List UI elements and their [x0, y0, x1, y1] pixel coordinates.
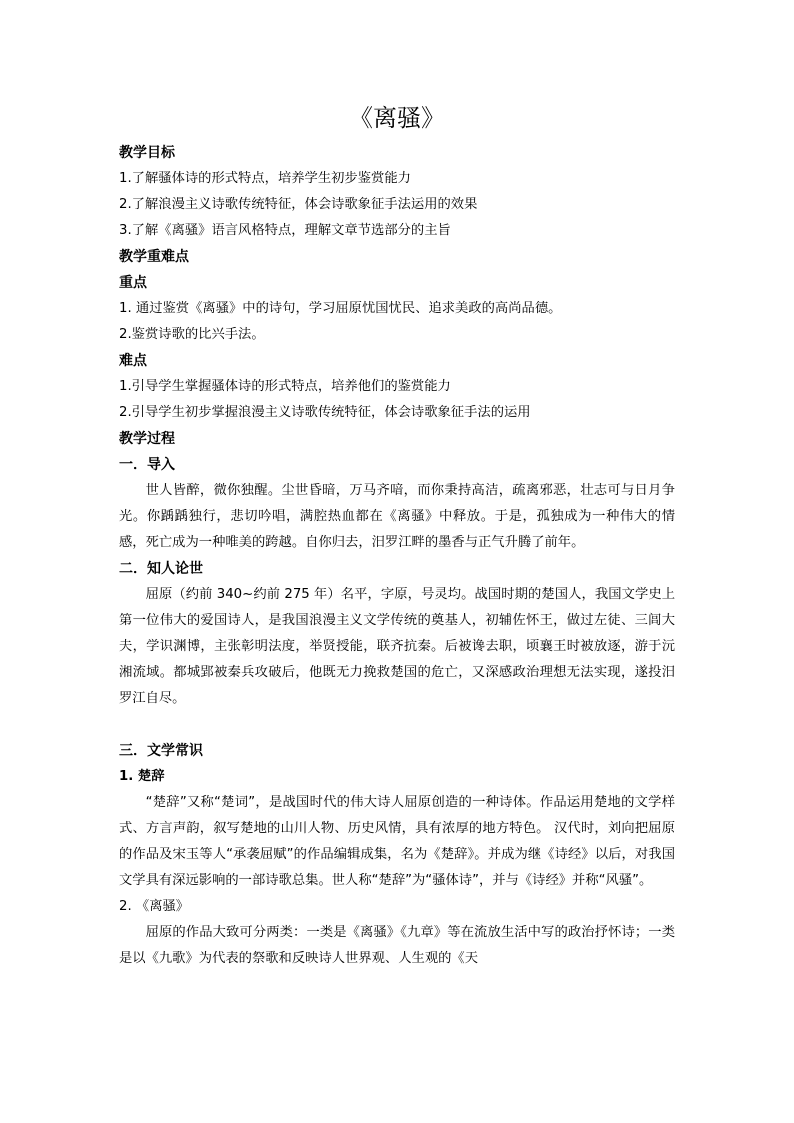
lisao-paragraph: 屈原的作品大致可分两类：一类是《离骚》《九章》等在流放生活中写的政治抒怀诗；一类是以《九歌》为代表的祭歌和反映诗人世界观、人生观的《天: [119, 925, 675, 966]
difficult-item: 2.引导学生初步掌握浪漫主义诗歌传统特征，体会诗歌象征手法的运用: [119, 405, 531, 420]
document-title: 《离骚》: [349, 104, 445, 132]
objective-item: 1.了解骚体诗的形式特点，培养学生初步鉴赏能力: [119, 171, 411, 186]
author-paragraph: 屈原（约前 340~约前 275 年）名平，字原，号灵均。战国时期的楚国人，我国文学史上第一位伟大的爱国诗人，是我国浪漫主义文学传统的奠基人，初辅佐怀王，做过左徒、三闾大夫，学识渊博，主张彰明法度，举贤授能，联齐抗秦。后被谗去职，顷襄王时被放逐，游于沅湘流域。都城郢被秦兵攻破后，他既无力挽救楚国的危亡，又深感政治理想无法实现，遂投汨罗江自尽。: [119, 587, 675, 706]
difficult-item: 1.引导学生掌握骚体诗的形式特点，培养他们的鉴赏能力: [119, 379, 451, 394]
objectives-heading: 教学目标: [119, 145, 175, 161]
lisao-heading: 2. 《离骚》: [119, 899, 190, 914]
key-item: 2.鉴赏诗歌的比兴手法。: [119, 327, 265, 342]
key-item: 1. 通过鉴赏《离骚》中的诗句，学习屈原忧国忧民、追求美政的高尚品德。: [119, 301, 562, 316]
process-heading: 教学过程: [119, 431, 175, 447]
keypoints-heading: 教学重难点: [119, 249, 189, 265]
literature-heading: 三．文学常识: [119, 743, 203, 759]
objective-item: 3.了解《离骚》语言风格特点，理解文章节选部分的主旨: [119, 223, 451, 238]
chuci-paragraph: “楚辞”又称“楚词”，是战国时代的伟大诗人屈原创造的一种诗体。作品运用楚地的文学样式、方言声韵，叙写楚地的山川人物、历史风情，具有浓厚的地方特色。 汉代时，刘向把屈原的作品及宋玉等人“承袭屈赋”的作品编辑成集，名为《楚辞》。并成为继《诗经》以后，对我国文学具有深远影响的一部诗歌总集。世人称“楚辞”为“骚体诗”，并与《诗经》并称“风骚”。: [119, 795, 675, 888]
chuci-heading: 1. 楚辞: [119, 769, 165, 784]
intro-paragraph: 世人皆醉，微你独醒。尘世昏暗，万马齐喑，而你秉持高洁，疏离邪恶，壮志可与日月争光。你踽踽独行，悲切吟唱，满腔热血都在《离骚》中释放。于是，孤独成为一种伟大的情感，死亡成为一种唯美的跨越。自你归去，汨罗江畔的墨香与正气升腾了前年。: [119, 483, 675, 550]
blank-line: [119, 712, 675, 738]
objective-item: 2.了解浪漫主义诗歌传统特征，体会诗歌象征手法运用的效果: [119, 197, 478, 212]
key-heading: 重点: [119, 275, 147, 291]
difficult-heading: 难点: [119, 353, 147, 369]
document-body: [119, 98, 675, 972]
intro-heading: 一．导入: [119, 457, 175, 473]
author-heading: 二．知人论世: [119, 561, 203, 577]
